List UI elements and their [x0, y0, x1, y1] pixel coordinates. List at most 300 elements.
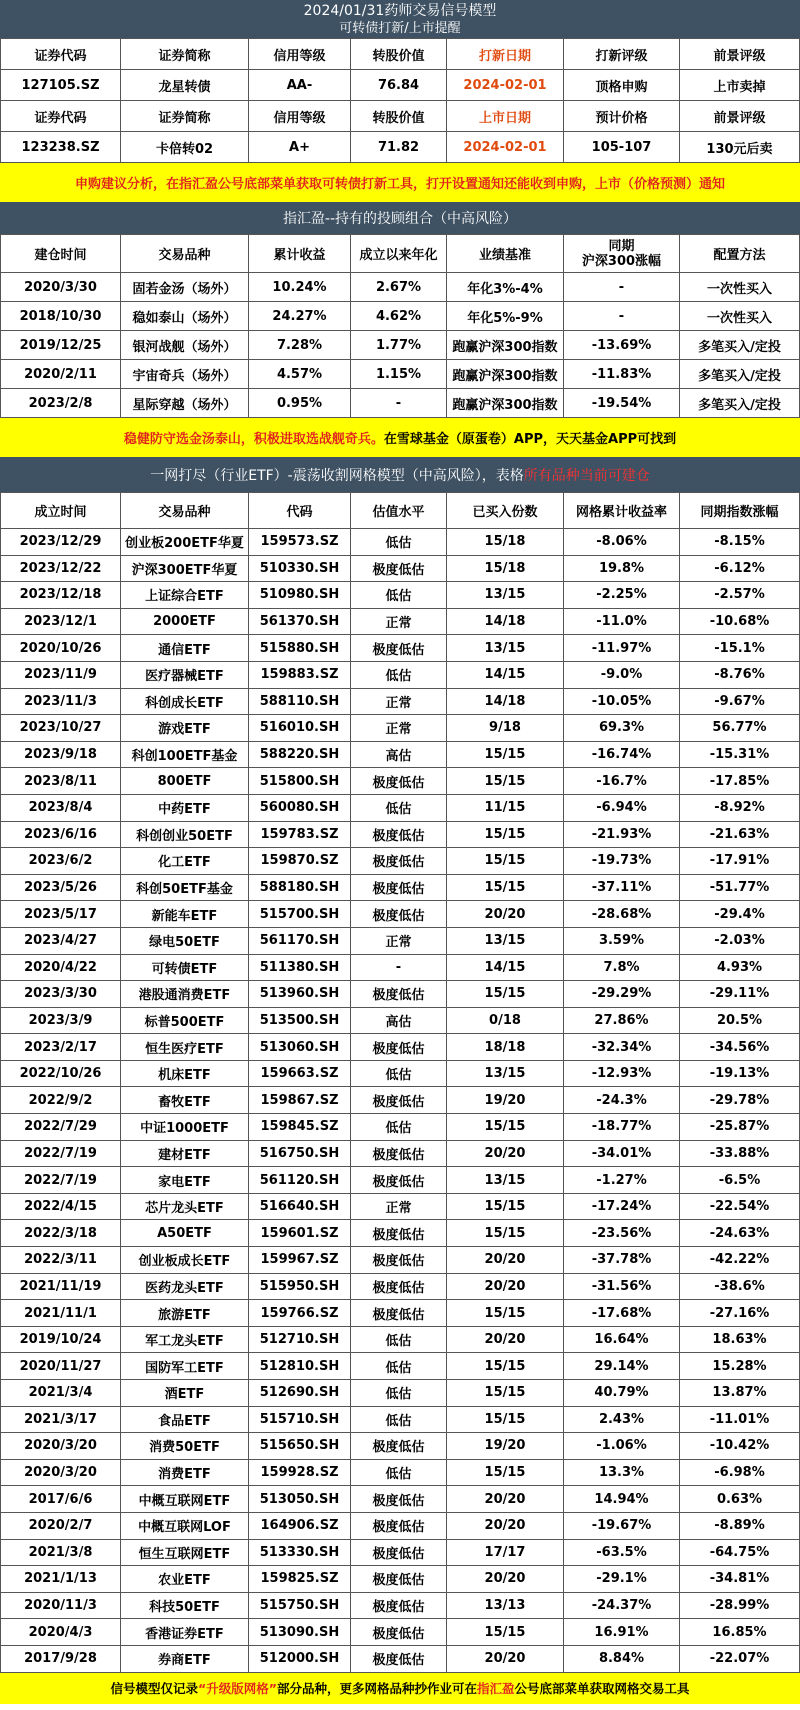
table-cell: 食品ETF	[121, 1407, 249, 1434]
portfolio-title: 指汇盈--持有的投顾组合（中高风险）	[0, 202, 800, 234]
table-cell: -21.63%	[680, 822, 800, 849]
table-cell: 76.84	[351, 70, 447, 101]
table-cell: -63.5%	[564, 1540, 680, 1567]
table-cell: 20/20	[447, 1513, 564, 1540]
table-cell: 11/15	[447, 795, 564, 822]
table-cell: 低估	[351, 529, 447, 556]
table-cell: 515750.SH	[249, 1593, 351, 1620]
table-cell: -18.77%	[564, 1114, 680, 1141]
table-cell: 127105.SZ	[1, 70, 121, 101]
table-cell: 16.91%	[564, 1619, 680, 1646]
table-cell: 极度低估	[351, 1433, 447, 1460]
table-cell: 2020/11/27	[1, 1353, 121, 1380]
table-cell: 军工龙头ETF	[121, 1327, 249, 1354]
table-cell: 15/18	[447, 556, 564, 583]
table-cell: 上市卖掉	[680, 70, 800, 101]
table-cell: -10.68%	[680, 609, 800, 636]
table-cell: -16.7%	[564, 768, 680, 795]
table-cell: 化工ETF	[121, 848, 249, 875]
table-cell: -8.76%	[680, 662, 800, 689]
table-cell: 15/15	[447, 1194, 564, 1221]
table-cell: 绿电50ETF	[121, 928, 249, 955]
table-cell: -13.69%	[564, 331, 680, 360]
table-cell: 159663.SZ	[249, 1061, 351, 1088]
table-cell: 2021/1/13	[1, 1566, 121, 1593]
table-cell: 15/15	[447, 875, 564, 902]
table-cell: 多笔买入/定投	[680, 331, 800, 360]
column-header: 已买入份数	[447, 493, 564, 529]
table-cell: 1.15%	[351, 360, 447, 389]
table-cell: 18/18	[447, 1034, 564, 1061]
table-cell: 极度低估	[351, 875, 447, 902]
table-cell: 消费50ETF	[121, 1433, 249, 1460]
table-cell: 创业板成长ETF	[121, 1247, 249, 1274]
table-cell: 正常	[351, 1194, 447, 1221]
table-cell: 恒生互联网ETF	[121, 1540, 249, 1567]
table-cell: -34.01%	[564, 1141, 680, 1168]
table-cell: 20/20	[447, 1486, 564, 1513]
table-cell: 正常	[351, 715, 447, 742]
table-cell: -2.25%	[564, 582, 680, 609]
table-cell: 13/15	[447, 582, 564, 609]
column-header: 证券简称	[121, 101, 249, 132]
table-cell: 15/15	[447, 1114, 564, 1141]
table-cell: 159870.SZ	[249, 848, 351, 875]
table-cell: 14/15	[447, 955, 564, 982]
table-cell: -19.67%	[564, 1513, 680, 1540]
table-cell: 极度低估	[351, 1167, 447, 1194]
table-cell: 588220.SH	[249, 742, 351, 769]
table-cell: 560080.SH	[249, 795, 351, 822]
footer-text-3: 部分品种，更多网格品种抄作业可在	[276, 1681, 477, 1697]
table-cell: 一次性买入	[680, 273, 800, 302]
table-cell: 15/15	[447, 981, 564, 1008]
table-cell: 15/15	[447, 1380, 564, 1407]
table-cell: 2.43%	[564, 1407, 680, 1434]
table-cell: -33.88%	[680, 1141, 800, 1168]
table-cell: -12.93%	[564, 1061, 680, 1088]
table-cell: 极度低估	[351, 1247, 447, 1274]
table-cell: 中药ETF	[121, 795, 249, 822]
table-cell: -27.16%	[680, 1300, 800, 1327]
table-cell: 516750.SH	[249, 1141, 351, 1168]
table-cell: -8.89%	[680, 1513, 800, 1540]
table-cell: 20/20	[447, 1274, 564, 1301]
table-cell: 588180.SH	[249, 875, 351, 902]
table-cell: 上证综合ETF	[121, 582, 249, 609]
table-cell: 极度低估	[351, 1220, 447, 1247]
table-cell: 极度低估	[351, 1087, 447, 1114]
table-cell: 一次性买入	[680, 302, 800, 331]
table-cell: 20/20	[447, 1327, 564, 1354]
table-cell: 低估	[351, 662, 447, 689]
table-cell: 2023/12/1	[1, 609, 121, 636]
table-cell: -64.75%	[680, 1540, 800, 1567]
table-cell: -17.85%	[680, 768, 800, 795]
table-cell: 低估	[351, 1114, 447, 1141]
page-subtitle: 可转债打新/上市提醒	[339, 21, 461, 36]
table-cell: -29.29%	[564, 981, 680, 1008]
column-header: 成立时间	[1, 493, 121, 529]
table-cell: 畜牧ETF	[121, 1087, 249, 1114]
table-cell: 高估	[351, 742, 447, 769]
table-cell: -29.4%	[680, 901, 800, 928]
table-cell: -21.93%	[564, 822, 680, 849]
table-cell: -6.5%	[680, 1167, 800, 1194]
table-cell: -10.05%	[564, 689, 680, 716]
table-cell: -8.92%	[680, 795, 800, 822]
table-cell: 513960.SH	[249, 981, 351, 1008]
table-cell: 跑赢沪深300指数	[447, 389, 564, 418]
table-cell: 宇宙奇兵（场外）	[121, 360, 249, 389]
table-cell: -29.78%	[680, 1087, 800, 1114]
table-cell: 港股通消费ETF	[121, 981, 249, 1008]
table-cell: 4.93%	[680, 955, 800, 982]
table-cell: 7.8%	[564, 955, 680, 982]
table-cell: -23.56%	[564, 1220, 680, 1247]
table-cell: 0.63%	[680, 1486, 800, 1513]
table-cell: 科创成长ETF	[121, 689, 249, 716]
table-cell: 20/20	[447, 1566, 564, 1593]
table-cell: 159766.SZ	[249, 1300, 351, 1327]
table-cell: 18.63%	[680, 1327, 800, 1354]
table-cell: 极度低估	[351, 1141, 447, 1168]
table-cell: 159928.SZ	[249, 1460, 351, 1487]
table-cell: 2020/3/20	[1, 1460, 121, 1487]
table-cell: 极度低估	[351, 635, 447, 662]
table-cell: -24.63%	[680, 1220, 800, 1247]
table-cell: 513330.SH	[249, 1540, 351, 1567]
table-cell: 515650.SH	[249, 1433, 351, 1460]
table-cell: -15.31%	[680, 742, 800, 769]
table-cell: 2023/11/9	[1, 662, 121, 689]
table-cell: 2019/10/24	[1, 1327, 121, 1354]
table-cell: 159783.SZ	[249, 822, 351, 849]
table-cell: -11.01%	[680, 1407, 800, 1434]
table-cell: 正常	[351, 689, 447, 716]
table-cell: 561120.SH	[249, 1167, 351, 1194]
table-cell: 科创100ETF基金	[121, 742, 249, 769]
table-cell: 2017/9/28	[1, 1646, 121, 1673]
table-cell: 515700.SH	[249, 901, 351, 928]
table-cell: 15/15	[447, 768, 564, 795]
table-cell: 0.95%	[249, 389, 351, 418]
table-cell: 2022/7/19	[1, 1141, 121, 1168]
table-cell: -37.11%	[564, 875, 680, 902]
table-cell: 14.94%	[564, 1486, 680, 1513]
column-header: 前景评级	[680, 39, 800, 70]
portfolio-notice	[0, 418, 800, 457]
table-cell: 新能车ETF	[121, 901, 249, 928]
table-cell: 2023/8/11	[1, 768, 121, 795]
table-cell: -32.34%	[564, 1034, 680, 1061]
table-cell: 极度低估	[351, 1486, 447, 1513]
column-header: 证券简称	[121, 39, 249, 70]
table-cell: 16.64%	[564, 1327, 680, 1354]
column-header: 代码	[249, 493, 351, 529]
table-cell: 极度低估	[351, 556, 447, 583]
table-cell: 券商ETF	[121, 1646, 249, 1673]
table-cell: -1.06%	[564, 1433, 680, 1460]
table-cell: 130元后卖	[680, 132, 800, 163]
table-cell: 2023/6/2	[1, 848, 121, 875]
table-cell: 沪深300ETF华夏	[121, 556, 249, 583]
table-cell: 正常	[351, 609, 447, 636]
footer-text-4: 指汇盈	[476, 1681, 515, 1697]
table-cell: 19.8%	[564, 556, 680, 583]
etf-title-text: 一网打尽（行业ETF）-震荡收割网格模型（中高风险），表格	[150, 467, 524, 484]
table-cell: 15/15	[447, 742, 564, 769]
table-cell: 极度低估	[351, 1513, 447, 1540]
table-cell: 7.28%	[249, 331, 351, 360]
table-cell: -29.11%	[680, 981, 800, 1008]
table-cell: 极度低估	[351, 1593, 447, 1620]
table-cell: 561370.SH	[249, 609, 351, 636]
table-cell: 511380.SH	[249, 955, 351, 982]
table-cell: 512710.SH	[249, 1327, 351, 1354]
table-cell: 15/15	[447, 1407, 564, 1434]
table-cell: 极度低估	[351, 1300, 447, 1327]
table-cell: 159573.SZ	[249, 529, 351, 556]
column-header: 网格累计收益率	[564, 493, 680, 529]
table-cell: 13/15	[447, 928, 564, 955]
table-cell: 19/20	[447, 1433, 564, 1460]
column-header: 同期 沪深300涨幅	[564, 235, 680, 273]
table-cell: 2024-02-01	[447, 132, 564, 163]
table-cell: 2023/6/16	[1, 822, 121, 849]
table-cell: 2022/9/2	[1, 1087, 121, 1114]
footer-notice	[0, 1673, 800, 1704]
table-cell: 2022/7/29	[1, 1114, 121, 1141]
column-header: 前景评级	[680, 101, 800, 132]
bond-table	[0, 38, 800, 163]
table-cell: -19.13%	[680, 1061, 800, 1088]
column-header: 建仓时间	[1, 235, 121, 273]
bond-tool-notice-text: 申购建议分析，在指汇盈公号底部菜单获取可转债打新工具，打开设置通知还能收到申购，上市（价格预测）通知	[74, 177, 725, 192]
table-cell: 15/15	[447, 822, 564, 849]
table-cell: 15/15	[447, 1460, 564, 1487]
table-cell: A50ETF	[121, 1220, 249, 1247]
table-cell: 2021/11/1	[1, 1300, 121, 1327]
table-cell: 标普500ETF	[121, 1008, 249, 1035]
table-cell: 2020/2/11	[1, 360, 121, 389]
column-header: 配置方法	[680, 235, 800, 273]
table-cell: 13/15	[447, 1167, 564, 1194]
table-cell: 高估	[351, 1008, 447, 1035]
table-cell: 561170.SH	[249, 928, 351, 955]
table-cell: -15.1%	[680, 635, 800, 662]
table-cell: -17.68%	[564, 1300, 680, 1327]
table-cell: -9.0%	[564, 662, 680, 689]
table-cell: -22.07%	[680, 1646, 800, 1673]
table-cell: 2.67%	[351, 273, 447, 302]
table-cell: -34.81%	[680, 1566, 800, 1593]
table-cell: 科创50ETF基金	[121, 875, 249, 902]
column-header: 成立以来年化	[351, 235, 447, 273]
table-cell: -11.83%	[564, 360, 680, 389]
table-cell: -8.15%	[680, 529, 800, 556]
table-cell: 515880.SH	[249, 635, 351, 662]
table-cell: 2021/3/8	[1, 1540, 121, 1567]
table-cell: -25.87%	[680, 1114, 800, 1141]
table-cell: -17.24%	[564, 1194, 680, 1221]
table-cell: 516640.SH	[249, 1194, 351, 1221]
column-header: 同期指数涨幅	[680, 493, 800, 529]
table-cell: -10.42%	[680, 1433, 800, 1460]
table-cell: 龙星转债	[121, 70, 249, 101]
table-cell: 稳如泰山（场外）	[121, 302, 249, 331]
table-cell: 2020/3/20	[1, 1433, 121, 1460]
table-cell: 4.62%	[351, 302, 447, 331]
table-cell: 513050.SH	[249, 1486, 351, 1513]
table-cell: 科创创业50ETF	[121, 822, 249, 849]
table-cell: 2023/12/29	[1, 529, 121, 556]
table-cell: 星际穿越（场外）	[121, 389, 249, 418]
table-cell: 40.79%	[564, 1380, 680, 1407]
table-cell: 515710.SH	[249, 1407, 351, 1434]
table-cell: -11.0%	[564, 609, 680, 636]
table-cell: 13.3%	[564, 1460, 680, 1487]
table-cell: 旅游ETF	[121, 1300, 249, 1327]
table-cell: 科技50ETF	[121, 1593, 249, 1620]
table-cell: -37.78%	[564, 1247, 680, 1274]
table-cell: 20/20	[447, 901, 564, 928]
table-cell: 低估	[351, 1061, 447, 1088]
table-cell: 512810.SH	[249, 1353, 351, 1380]
table-cell: 1.77%	[351, 331, 447, 360]
table-cell: 2018/10/30	[1, 302, 121, 331]
table-cell: -	[564, 302, 680, 331]
table-cell: 2023/9/18	[1, 742, 121, 769]
table-cell: 14/15	[447, 662, 564, 689]
column-header: 上市日期	[447, 101, 564, 132]
table-cell: 2020/11/3	[1, 1593, 121, 1620]
table-cell: 15/15	[447, 1300, 564, 1327]
table-cell: 中概互联网ETF	[121, 1486, 249, 1513]
footer-text-2: “升级版网格”	[198, 1681, 277, 1697]
table-cell: 极度低估	[351, 1034, 447, 1061]
table-cell: 建材ETF	[121, 1141, 249, 1168]
table-cell: 家电ETF	[121, 1167, 249, 1194]
table-cell: 20.5%	[680, 1008, 800, 1035]
column-header: 转股价值	[351, 39, 447, 70]
table-cell: 低估	[351, 582, 447, 609]
table-cell: 机床ETF	[121, 1061, 249, 1088]
table-cell: -	[564, 273, 680, 302]
column-header: 预计价格	[564, 101, 680, 132]
table-cell: 3.59%	[564, 928, 680, 955]
table-cell: 8.84%	[564, 1646, 680, 1673]
table-cell: 13/13	[447, 1593, 564, 1620]
table-cell: -17.91%	[680, 848, 800, 875]
table-cell: -31.56%	[564, 1274, 680, 1301]
table-cell: 农业ETF	[121, 1566, 249, 1593]
table-cell: 极度低估	[351, 848, 447, 875]
table-cell: 低估	[351, 1407, 447, 1434]
table-cell: 固若金汤（场外）	[121, 273, 249, 302]
table-cell: 极度低估	[351, 768, 447, 795]
table-cell: 极度低估	[351, 1540, 447, 1567]
table-cell: 极度低估	[351, 1566, 447, 1593]
column-header: 累计收益	[249, 235, 351, 273]
column-header: 证券代码	[1, 101, 121, 132]
table-cell: -29.1%	[564, 1566, 680, 1593]
table-cell: 年化3%-4%	[447, 273, 564, 302]
table-cell: 15/15	[447, 1353, 564, 1380]
table-cell: -1.27%	[564, 1167, 680, 1194]
column-header: 转股价值	[351, 101, 447, 132]
table-cell: AA-	[249, 70, 351, 101]
table-cell: 164906.SZ	[249, 1513, 351, 1540]
table-cell: 20/20	[447, 1141, 564, 1168]
table-cell: 芯片龙头ETF	[121, 1194, 249, 1221]
bond-tool-notice	[0, 163, 800, 202]
table-cell: 159601.SZ	[249, 1220, 351, 1247]
table-cell: 13.87%	[680, 1380, 800, 1407]
table-cell: 2023/12/18	[1, 582, 121, 609]
table-cell: 15/15	[447, 1619, 564, 1646]
table-cell: 2000ETF	[121, 609, 249, 636]
table-cell: 2022/4/15	[1, 1194, 121, 1221]
table-cell: 19/20	[447, 1087, 564, 1114]
portfolio-notice-red: 稳健防守选金汤泰山，积极进取选战舰奇兵。	[123, 432, 384, 447]
table-cell: 2023/5/17	[1, 901, 121, 928]
table-cell: 516010.SH	[249, 715, 351, 742]
table-cell: -6.98%	[680, 1460, 800, 1487]
etf-table	[0, 492, 800, 1673]
footer-text-5: 公号底部菜单获取网格交易工具	[514, 1681, 690, 1697]
table-cell: -19.54%	[564, 389, 680, 418]
table-cell: 513090.SH	[249, 1619, 351, 1646]
table-cell: 14/18	[447, 689, 564, 716]
table-cell: 2021/3/4	[1, 1380, 121, 1407]
table-cell: 159845.SZ	[249, 1114, 351, 1141]
table-cell: 14/18	[447, 609, 564, 636]
table-cell: -16.74%	[564, 742, 680, 769]
table-cell: 正常	[351, 928, 447, 955]
portfolio-table	[0, 234, 800, 418]
table-cell: 2023/5/26	[1, 875, 121, 902]
table-cell: 卡倍转02	[121, 132, 249, 163]
table-cell: -51.77%	[680, 875, 800, 902]
table-cell: 跑赢沪深300指数	[447, 331, 564, 360]
table-cell: 13/15	[447, 1061, 564, 1088]
table-cell: 159967.SZ	[249, 1247, 351, 1274]
column-header: 交易品种	[121, 235, 249, 273]
table-cell: 极度低估	[351, 981, 447, 1008]
table-cell: 513060.SH	[249, 1034, 351, 1061]
table-cell: 极度低估	[351, 1274, 447, 1301]
table-cell: 2023/2/8	[1, 389, 121, 418]
etf-title-highlight: 所有品种当前可建仓	[523, 467, 650, 484]
table-cell: 9/18	[447, 715, 564, 742]
table-cell: 极度低估	[351, 1646, 447, 1673]
table-cell: 多笔买入/定投	[680, 389, 800, 418]
table-cell: -11.97%	[564, 635, 680, 662]
table-cell: 游戏ETF	[121, 715, 249, 742]
table-cell: 2020/2/7	[1, 1513, 121, 1540]
table-cell: 15/15	[447, 848, 564, 875]
table-cell: -	[351, 389, 447, 418]
table-cell: 71.82	[351, 132, 447, 163]
table-cell: 515800.SH	[249, 768, 351, 795]
table-cell: 2023/3/30	[1, 981, 121, 1008]
table-cell: 消费ETF	[121, 1460, 249, 1487]
table-cell: 通信ETF	[121, 635, 249, 662]
table-cell: -2.03%	[680, 928, 800, 955]
table-cell: 银河战舰（场外）	[121, 331, 249, 360]
column-header: 打新评级	[564, 39, 680, 70]
